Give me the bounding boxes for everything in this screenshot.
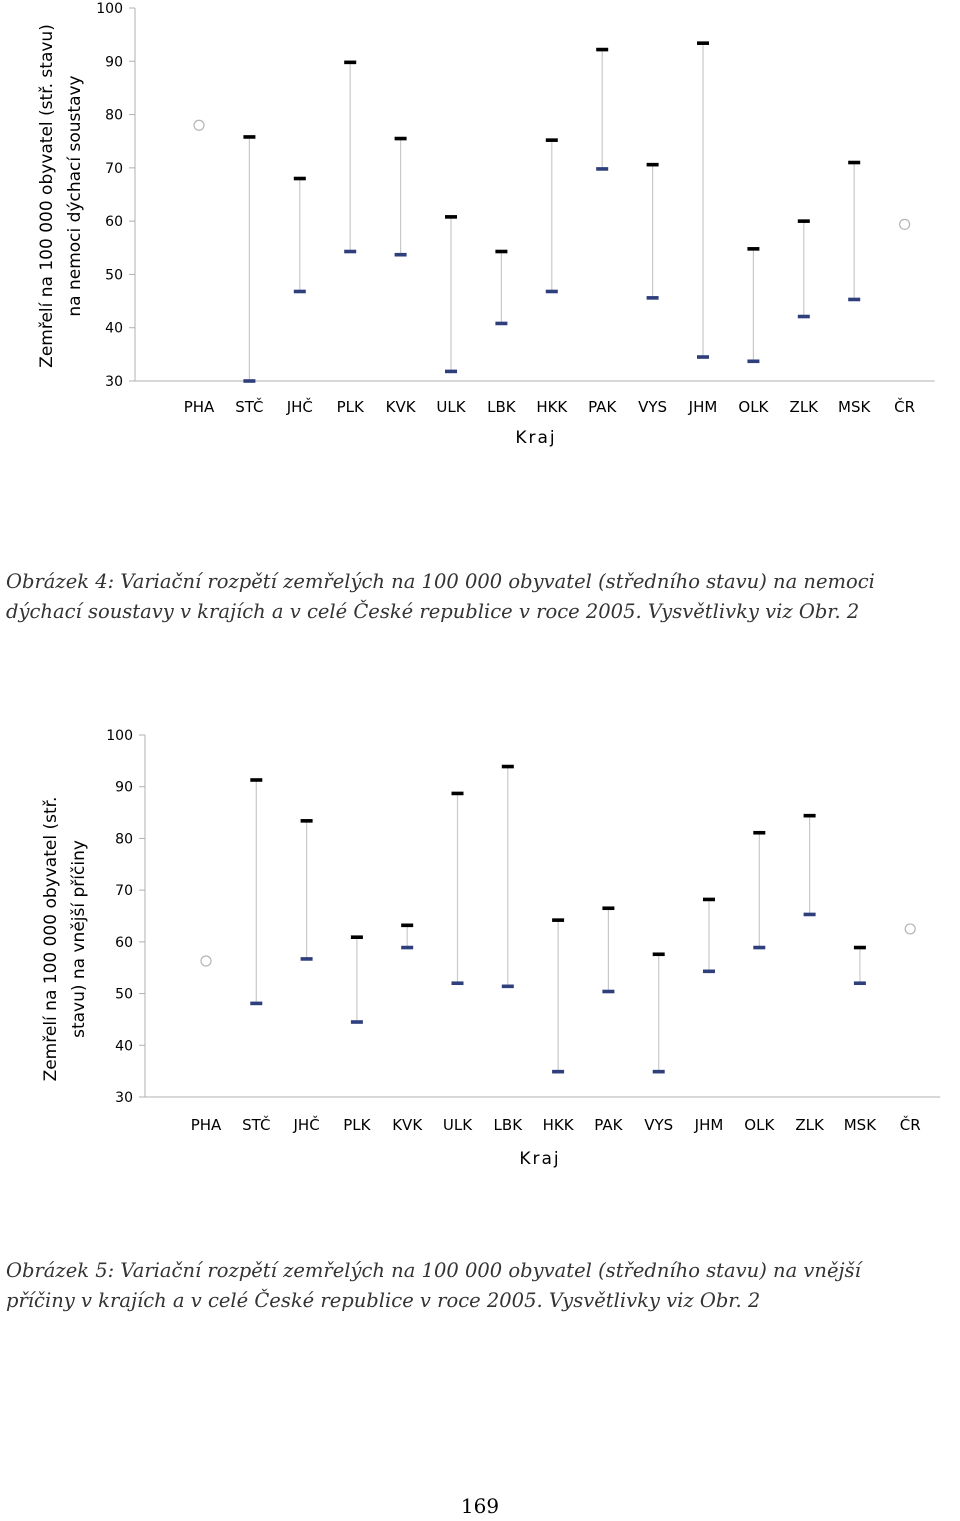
figure-4-caption-line-2: dýchací soustavy v krajích a v celé České republice v roce 2005. Vysvětlivky viz Obr. 2 xyxy=(6,600,860,623)
min-marker xyxy=(502,985,514,989)
y-tick-label: 30 xyxy=(115,1090,133,1106)
min-marker xyxy=(344,250,356,254)
x-tick-label: PLK xyxy=(336,398,364,416)
y-tick-label: 50 xyxy=(105,267,123,284)
max-marker xyxy=(747,247,759,251)
external-causes-range-chart xyxy=(0,712,960,1182)
min-marker xyxy=(243,379,255,383)
figure-4-caption xyxy=(6,567,956,627)
x-tick-label: JHM xyxy=(688,398,718,416)
y-axis-title-line: Zemřelí na 100 000 obyvatel (stř. stavu) xyxy=(37,24,57,368)
max-marker xyxy=(647,163,659,167)
x-tick-label: PAK xyxy=(594,1116,623,1134)
x-tick-label: OLK xyxy=(738,398,769,416)
min-marker xyxy=(250,1002,262,1006)
max-marker xyxy=(452,792,464,796)
min-marker xyxy=(798,315,810,319)
x-tick-label: HKK xyxy=(536,398,568,416)
min-marker xyxy=(804,913,816,917)
x-tick-label: MSK xyxy=(843,1116,877,1134)
min-marker xyxy=(294,290,306,294)
x-tick-label: ZLK xyxy=(789,398,819,416)
max-marker xyxy=(854,946,866,950)
x-tick-label: STČ xyxy=(242,1116,271,1134)
x-tick-label: ULK xyxy=(442,1116,473,1134)
value-point xyxy=(905,924,915,934)
figure-5-caption-line-2: příčiny v krajích a v celé České republice v roce 2005. Vysvětlivky viz Obr. 2 xyxy=(6,1289,761,1312)
y-tick-label: 60 xyxy=(115,934,133,951)
value-point xyxy=(900,219,910,229)
min-marker xyxy=(703,970,715,974)
min-marker xyxy=(753,946,765,950)
min-marker xyxy=(301,957,313,961)
min-marker xyxy=(495,322,507,326)
x-tick-label: LBK xyxy=(493,1116,523,1134)
x-tick-label: ZLK xyxy=(795,1116,824,1134)
min-marker xyxy=(351,1020,363,1024)
y-tick-label: 70 xyxy=(115,883,133,900)
x-tick-label: VYS xyxy=(638,398,668,416)
x-tick-label: LBK xyxy=(487,398,516,416)
y-tick-label: 60 xyxy=(105,214,123,231)
x-tick-label: MSK xyxy=(838,398,871,416)
figure-5-caption-line-1: Obrázek 5: Variační rozpětí zemřelých na 100 000 obyvatel (středního stavu) na vnější xyxy=(6,1259,861,1282)
x-tick-label: PHA xyxy=(190,1116,222,1134)
min-marker xyxy=(697,355,709,359)
x-tick-label: JHČ xyxy=(286,398,313,416)
max-marker xyxy=(546,138,558,142)
min-marker xyxy=(653,1070,665,1074)
max-marker xyxy=(798,219,810,223)
x-tick-label: HKK xyxy=(542,1116,574,1134)
x-tick-label: ČR xyxy=(894,398,916,416)
x-axis-title: Kraj xyxy=(519,1149,561,1169)
max-marker xyxy=(804,814,816,818)
max-marker xyxy=(401,924,413,928)
min-marker xyxy=(854,981,866,985)
max-marker xyxy=(697,41,709,45)
min-marker xyxy=(848,298,860,302)
figure-5-caption xyxy=(6,1256,956,1316)
max-marker xyxy=(703,898,715,902)
y-tick-label: 70 xyxy=(105,160,123,177)
y-tick-label: 90 xyxy=(105,54,123,71)
value-point xyxy=(194,120,204,130)
min-marker xyxy=(452,981,464,985)
y-tick-label: 80 xyxy=(115,831,133,848)
x-tick-label: ULK xyxy=(436,398,466,416)
min-marker xyxy=(602,990,614,994)
min-marker xyxy=(401,946,413,950)
y-tick-label: 30 xyxy=(105,374,123,390)
min-marker xyxy=(552,1070,564,1074)
value-point xyxy=(201,956,211,966)
x-tick-label: JHČ xyxy=(293,1116,320,1134)
max-marker xyxy=(495,250,507,254)
max-marker xyxy=(848,161,860,165)
y-tick-label: 40 xyxy=(115,1038,133,1055)
y-tick-label: 50 xyxy=(115,986,133,1003)
y-axis-title-line: stavu) na vnější příčiny xyxy=(69,840,89,1038)
x-tick-label: JHM xyxy=(694,1116,724,1134)
x-tick-label: PHA xyxy=(183,398,215,416)
max-marker xyxy=(344,61,356,65)
max-marker xyxy=(753,831,765,835)
y-tick-label: 100 xyxy=(96,1,123,17)
x-tick-label: KVK xyxy=(392,1116,423,1134)
x-tick-label: PLK xyxy=(343,1116,371,1134)
min-marker xyxy=(747,359,759,363)
x-axis-title: Kraj xyxy=(515,428,557,448)
x-tick-label: STČ xyxy=(235,398,264,416)
x-tick-label: KVK xyxy=(385,398,416,416)
max-marker xyxy=(294,177,306,181)
max-marker xyxy=(250,778,262,782)
min-marker xyxy=(596,167,608,171)
max-marker xyxy=(602,906,614,910)
min-marker xyxy=(395,253,407,257)
x-tick-label: ČR xyxy=(899,1116,921,1134)
max-marker xyxy=(502,765,514,769)
max-marker xyxy=(552,918,564,922)
min-marker xyxy=(647,296,659,300)
y-axis-title-line: Zemřelí na 100 000 obyvatel (stř. xyxy=(41,796,61,1082)
y-tick-label: 100 xyxy=(106,728,133,744)
max-marker xyxy=(596,48,608,52)
y-axis-title-line: na nemoci dýchací soustavy xyxy=(65,75,85,317)
max-marker xyxy=(445,215,457,219)
respiratory-range-chart xyxy=(0,0,960,460)
max-marker xyxy=(395,137,407,141)
figure-4-caption-line-1: Obrázek 4: Variační rozpětí zemřelých na 100 000 obyvatel (středního stavu) na nemoci xyxy=(6,570,875,593)
max-marker xyxy=(301,819,313,823)
x-tick-label: OLK xyxy=(744,1116,775,1134)
page-number: 169 xyxy=(460,1494,500,1518)
x-tick-label: PAK xyxy=(588,398,617,416)
y-tick-label: 80 xyxy=(105,107,123,124)
y-tick-label: 40 xyxy=(105,320,123,337)
max-marker xyxy=(653,952,665,956)
x-tick-label: VYS xyxy=(644,1116,674,1134)
max-marker xyxy=(351,935,363,939)
max-marker xyxy=(243,135,255,139)
y-tick-label: 90 xyxy=(115,779,133,796)
min-marker xyxy=(445,370,457,374)
min-marker xyxy=(546,290,558,294)
